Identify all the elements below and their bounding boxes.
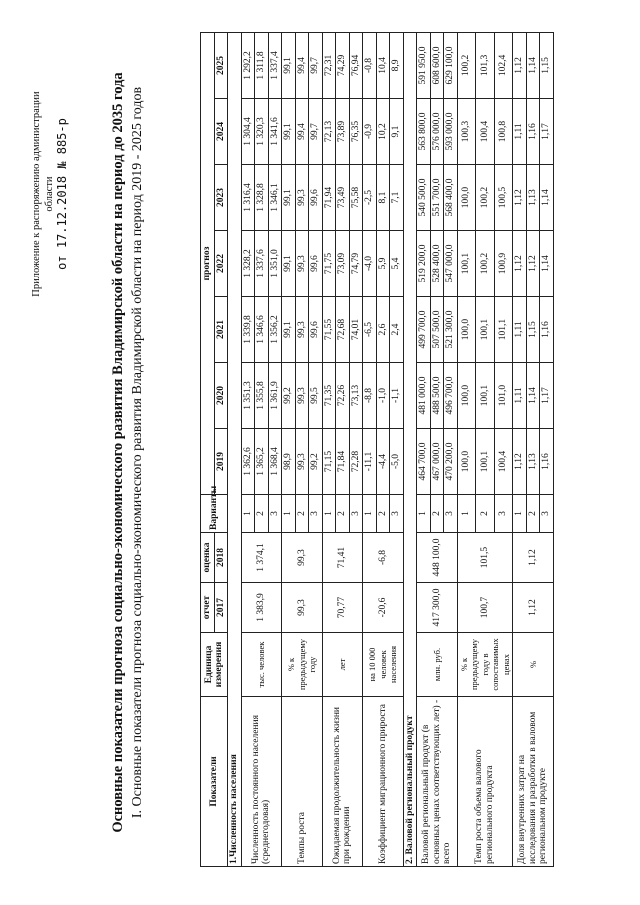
indicator-unit: % к предыдущему году в сопоставимых ценах	[457, 633, 513, 697]
indicator-unit: на 10 000 человек населения	[363, 633, 404, 697]
forecast-value: 99,1	[282, 165, 296, 231]
header-variants: Варианты	[201, 495, 228, 533]
variant-number: 2	[476, 495, 495, 533]
forecast-value: 100,1	[476, 297, 495, 363]
header-year: 2024	[214, 99, 228, 165]
header-estimate: оценка	[201, 533, 215, 583]
header-year: 2020	[214, 363, 228, 429]
forecast-value: 1 351,3	[241, 363, 255, 429]
table-row	[513, 32, 527, 866]
table-row	[363, 32, 377, 866]
value-2017: 1 383,9	[241, 583, 282, 633]
document-title: Основные показатели прогноза социально-экономического развития Владимирской области на период до 2035 года	[110, 72, 126, 833]
variant-number: 3	[268, 495, 282, 533]
forecast-value: 71,35	[322, 363, 336, 429]
header-forecast: прогноз	[201, 32, 215, 494]
forecast-value: 72,31	[322, 32, 336, 98]
forecast-value: 72,68	[336, 297, 350, 363]
forecast-value: 540 500,0	[417, 165, 431, 231]
forecast-value: 1,12	[513, 165, 527, 231]
appendix-line-1: Приложение к распоряжению администрации	[31, 91, 42, 297]
section-row	[403, 32, 417, 866]
forecast-value: 1 328,8	[255, 165, 269, 231]
forecast-value: 100,5	[494, 165, 513, 231]
variant-number: 3	[309, 495, 323, 533]
forecast-value: 1 337,6	[255, 231, 269, 297]
forecast-value: 1 346,6	[255, 297, 269, 363]
forecast-value: 73,13	[349, 363, 363, 429]
indicator-unit: тыс. человек	[241, 633, 282, 697]
forecast-value: 101,1	[494, 297, 513, 363]
forecast-value: 99,4	[295, 32, 309, 98]
header-unit: Единица измерения	[201, 633, 228, 697]
table-row	[241, 32, 255, 866]
forecast-value: 1,12	[513, 231, 527, 297]
forecast-value: 1 328,2	[241, 231, 255, 297]
forecast-value: 1 320,3	[255, 99, 269, 165]
forecast-value: 76,35	[349, 99, 363, 165]
forecast-value: 547 000,0	[444, 231, 458, 297]
value-2017: 417 300,0	[417, 583, 458, 633]
header-year: 2019	[214, 429, 228, 495]
forecast-value: 608 600,0	[430, 32, 444, 98]
variant-number: 1	[417, 495, 431, 533]
forecast-value: 102,4	[494, 32, 513, 98]
forecast-value: 464 700,0	[417, 429, 431, 495]
header-report: отчет	[201, 583, 215, 633]
indicator-name: Ожидаемая продолжительность жизни при рождении	[322, 697, 363, 867]
forecast-value: 1,16	[540, 297, 554, 363]
indicator-name: Численность постоянного населения (среднегодовая)	[241, 697, 282, 867]
forecast-value: 100,2	[457, 32, 476, 98]
forecast-value: 2,6	[376, 297, 390, 363]
forecast-value: 99,3	[295, 429, 309, 495]
forecast-value: 101,3	[476, 32, 495, 98]
header-year: 2021	[214, 297, 228, 363]
variant-number: 3	[390, 495, 404, 533]
variant-number: 1	[513, 495, 527, 533]
forecast-value: 629 100,0	[444, 32, 458, 98]
value-2017: 100,7	[457, 583, 513, 633]
indicator-name: Валовой региональный продукт (в основных ценах соответствующих лет) - всего	[417, 697, 458, 867]
forecast-value: 1,14	[540, 231, 554, 297]
forecast-value: 1 311,8	[255, 32, 269, 98]
forecast-value: 99,6	[309, 297, 323, 363]
forecast-value: 72,13	[322, 99, 336, 165]
section-heading: 1.Численность населения	[228, 32, 242, 866]
forecast-value: 1,11	[513, 99, 527, 165]
forecast-value: 99,1	[282, 297, 296, 363]
forecast-value: 1,15	[526, 297, 540, 363]
appendix-line-2: области	[44, 176, 55, 212]
forecast-value: 100,8	[494, 99, 513, 165]
forecast-value: 488 500,0	[430, 363, 444, 429]
forecast-value: 1,15	[540, 32, 554, 98]
indicator-unit: лет	[322, 633, 363, 697]
forecast-value: 5,9	[376, 231, 390, 297]
forecast-value: 99,1	[282, 32, 296, 98]
section-heading: 2. Валовой региональный продукт	[403, 32, 417, 866]
header-year: 2017	[214, 583, 228, 633]
forecast-value: -4,0	[363, 231, 377, 297]
forecast-value: -6,5	[363, 297, 377, 363]
indicator-name: Темпы роста	[282, 697, 323, 867]
forecast-value: 1,16	[540, 429, 554, 495]
forecast-value: 71,84	[336, 429, 350, 495]
forecast-value: 1,12	[526, 231, 540, 297]
forecast-value: 593 000,0	[444, 99, 458, 165]
forecast-value: 1,12	[513, 429, 527, 495]
appendix-note	[30, 44, 69, 344]
forecast-value: 99,4	[295, 99, 309, 165]
forecast-value: 563 800,0	[417, 99, 431, 165]
header-year: 2022	[214, 231, 228, 297]
variant-number: 2	[430, 495, 444, 533]
forecast-value: 10,2	[376, 99, 390, 165]
variant-number: 3	[444, 495, 458, 533]
forecast-value: 591 950,0	[417, 32, 431, 98]
forecast-value: 76,94	[349, 32, 363, 98]
forecast-value: 568 400,0	[444, 165, 458, 231]
forecast-value: 1,14	[526, 32, 540, 98]
value-2017: 70,77	[322, 583, 363, 633]
forecast-value: 1 339,8	[241, 297, 255, 363]
forecast-value: 99,5	[309, 363, 323, 429]
forecast-value: 99,6	[309, 231, 323, 297]
forecast-value: 100,2	[476, 165, 495, 231]
forecast-value: 1 351,0	[268, 231, 282, 297]
variant-number: 2	[255, 495, 269, 533]
forecast-value: 71,94	[322, 165, 336, 231]
forecast-value: 98,9	[282, 429, 296, 495]
forecast-value: 73,49	[336, 165, 350, 231]
forecast-value: 1,14	[526, 363, 540, 429]
forecast-value: 99,1	[282, 99, 296, 165]
forecast-value: 100,2	[476, 231, 495, 297]
forecast-value: 99,2	[309, 429, 323, 495]
forecast-value: 1 356,2	[268, 297, 282, 363]
forecast-value: 519 200,0	[417, 231, 431, 297]
forecast-value: 100,1	[476, 429, 495, 495]
forecast-value: 100,3	[457, 99, 476, 165]
forecast-value: 1 337,4	[268, 32, 282, 98]
table-row	[322, 32, 336, 866]
indicator-name: Темп роста объема валового регионального продукта	[457, 697, 513, 867]
forecast-value: 72,26	[336, 363, 350, 429]
forecast-value: 1 346,1	[268, 165, 282, 231]
forecast-value: -2,5	[363, 165, 377, 231]
forecast-value: 74,29	[336, 32, 350, 98]
forecast-value: 1,16	[526, 99, 540, 165]
forecast-value: 100,9	[494, 231, 513, 297]
value-2018: 1 374,1	[241, 533, 282, 583]
forecast-value: 99,6	[309, 165, 323, 231]
forecast-value: -1,1	[390, 363, 404, 429]
forecast-value: 99,7	[309, 32, 323, 98]
table-body	[228, 32, 554, 866]
forecast-value: -4,4	[376, 429, 390, 495]
value-2017: 99,3	[282, 583, 323, 633]
forecast-value: 499 700,0	[417, 297, 431, 363]
forecast-value: 1 368,4	[268, 429, 282, 495]
section-row	[228, 32, 242, 866]
header-indicator: Показатели	[201, 697, 228, 867]
forecast-value: 1 365,2	[255, 429, 269, 495]
variant-number: 3	[494, 495, 513, 533]
table-row	[417, 32, 431, 866]
forecast-value: 99,1	[282, 231, 296, 297]
indicator-unit: % к предыдущему году	[282, 633, 323, 697]
forecast-value: 1 355,8	[255, 363, 269, 429]
forecast-value: 8,9	[390, 32, 404, 98]
forecast-value: 100,4	[476, 99, 495, 165]
forecast-value: 1,13	[526, 165, 540, 231]
forecast-value: 481 000,0	[417, 363, 431, 429]
variant-number: 2	[336, 495, 350, 533]
forecast-value: 100,0	[457, 363, 476, 429]
forecast-value: 7,1	[390, 165, 404, 231]
forecast-value: 576 000,0	[430, 99, 444, 165]
section-title: I. Основные показатели прогноза социально-экономического развития Владимирской области на период 2019 - 2025 годов	[130, 86, 145, 819]
value-2018: 71,41	[322, 533, 363, 583]
variant-number: 1	[282, 495, 296, 533]
forecast-value: 1,14	[540, 165, 554, 231]
forecast-value: 99,7	[309, 99, 323, 165]
forecast-value: 1,17	[540, 99, 554, 165]
forecast-value: -1,0	[376, 363, 390, 429]
header-year: 2018	[214, 533, 228, 583]
forecast-value: 99,3	[295, 165, 309, 231]
forecast-value: -0,8	[363, 32, 377, 98]
indicator-name: Коэффициент миграционного прироста	[363, 697, 404, 867]
forecast-value: -8,8	[363, 363, 377, 429]
forecast-value: 100,0	[457, 429, 476, 495]
forecast-value: 5,4	[390, 231, 404, 297]
variant-number: 2	[526, 495, 540, 533]
forecast-value: 8,1	[376, 165, 390, 231]
forecast-value: 1 362,6	[241, 429, 255, 495]
variant-number: 1	[241, 495, 255, 533]
forecast-value: -0,9	[363, 99, 377, 165]
variant-number: 3	[349, 495, 363, 533]
value-2018: 99,3	[282, 533, 323, 583]
forecast-value: 9,1	[390, 99, 404, 165]
value-2018: 448 100,0	[417, 533, 458, 583]
forecast-value: 1 341,6	[268, 99, 282, 165]
value-2018: -6,8	[363, 533, 404, 583]
forecast-value: 99,3	[295, 297, 309, 363]
indicator-unit: млн. руб.	[417, 633, 458, 697]
forecast-value: 74,79	[349, 231, 363, 297]
forecast-value: 496 700,0	[444, 363, 458, 429]
forecast-value: 71,55	[322, 297, 336, 363]
appendix-date-number: от 17.12.2018 № 885-р	[55, 118, 69, 270]
forecast-value: 551 700,0	[430, 165, 444, 231]
forecast-value: -5,0	[390, 429, 404, 495]
forecast-value: 100,1	[457, 231, 476, 297]
variant-number: 1	[457, 495, 476, 533]
forecast-value: 72,28	[349, 429, 363, 495]
forecast-value: 1 304,4	[241, 99, 255, 165]
forecast-value: 100,4	[494, 429, 513, 495]
forecast-value: 99,2	[282, 363, 296, 429]
forecast-value: 75,58	[349, 165, 363, 231]
forecast-value: 1 361,9	[268, 363, 282, 429]
forecast-value: 99,3	[295, 363, 309, 429]
forecast-value: 74,01	[349, 297, 363, 363]
value-2017: 1,12	[513, 583, 554, 633]
forecast-value: 1,17	[540, 363, 554, 429]
indicators-table	[200, 32, 554, 867]
forecast-value: 1,12	[513, 32, 527, 98]
forecast-value: 467 000,0	[430, 429, 444, 495]
forecast-value: 528 400,0	[430, 231, 444, 297]
forecast-value: 521 300,0	[444, 297, 458, 363]
forecast-value: 1,11	[513, 363, 527, 429]
header-year: 2025	[214, 32, 228, 98]
variant-number: 3	[540, 495, 554, 533]
forecast-value: 73,09	[336, 231, 350, 297]
forecast-value: 507 500,0	[430, 297, 444, 363]
variant-number: 1	[363, 495, 377, 533]
forecast-value: 470 200,0	[444, 429, 458, 495]
forecast-value: -11,1	[363, 429, 377, 495]
variant-number: 2	[376, 495, 390, 533]
indicator-unit: %	[513, 633, 554, 697]
value-2017: -20,6	[363, 583, 404, 633]
variant-number: 1	[322, 495, 336, 533]
forecast-value: 71,75	[322, 231, 336, 297]
forecast-value: 100,0	[457, 165, 476, 231]
forecast-value: 10,4	[376, 32, 390, 98]
forecast-value: 101,0	[494, 363, 513, 429]
header-year: 2023	[214, 165, 228, 231]
forecast-value: 1,11	[513, 297, 527, 363]
value-2018: 1,12	[513, 533, 554, 583]
table-row	[457, 32, 476, 866]
forecast-value: 73,89	[336, 99, 350, 165]
value-2018: 101,5	[457, 533, 513, 583]
forecast-value: 100,1	[476, 363, 495, 429]
forecast-value: 1 292,2	[241, 32, 255, 98]
table-row	[282, 32, 296, 866]
forecast-value: 100,0	[457, 297, 476, 363]
forecast-value: 1 316,4	[241, 165, 255, 231]
variant-number: 2	[295, 495, 309, 533]
forecast-value: 1,13	[526, 429, 540, 495]
indicator-name: Доля внутренних затрат на исследования и разработки в валовом региональном продукте	[513, 697, 554, 867]
forecast-value: 99,3	[295, 231, 309, 297]
forecast-value: 2,4	[390, 297, 404, 363]
forecast-value: 71,15	[322, 429, 336, 495]
